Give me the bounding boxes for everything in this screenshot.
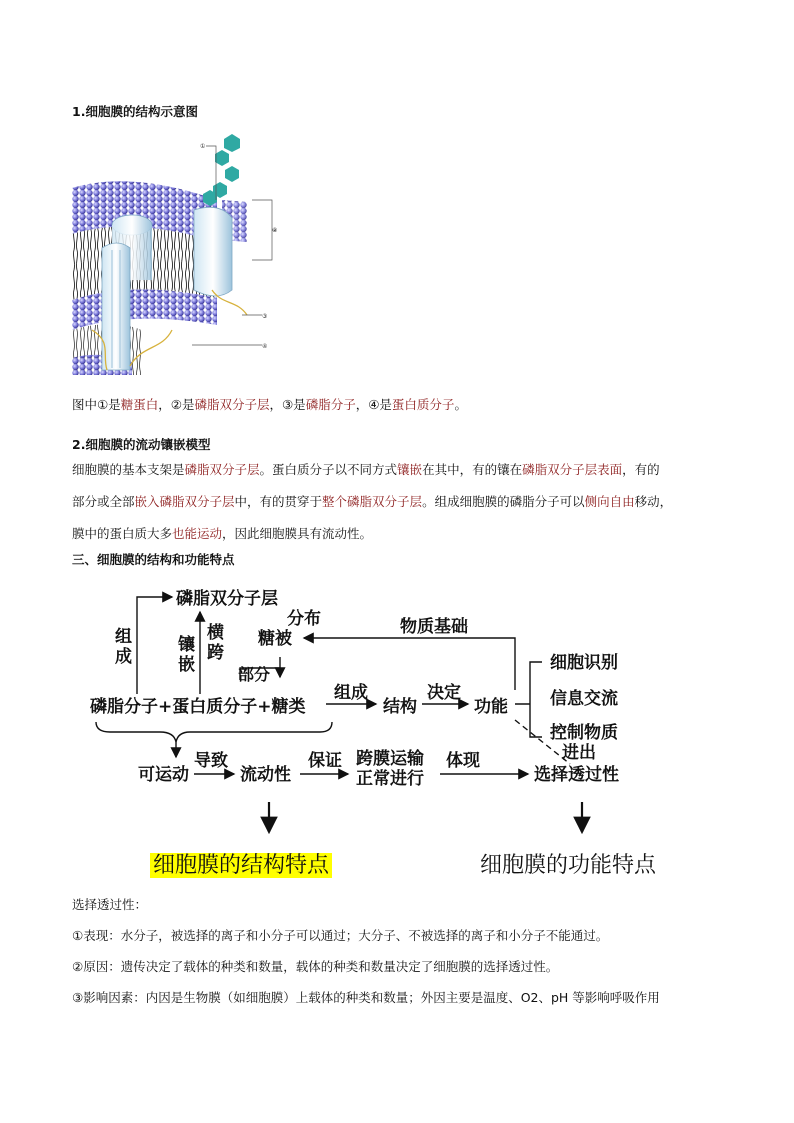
label-compose-2: 成 (115, 647, 132, 667)
highlight-term: 磷脂分子 (305, 397, 356, 412)
highlight-term: 磷脂双分子层表面 (522, 462, 623, 477)
marker-2: ② (272, 227, 278, 234)
structure-feature: 细胞膜的结构特点 (150, 848, 332, 879)
highlight-term: 磷脂双分子层 (194, 397, 270, 412)
label-compose-arrow: 组成 (334, 683, 368, 703)
text-run: 膜中的蛋白质大多 (72, 526, 173, 541)
label-part: 部分 (238, 665, 271, 684)
highlight-term: 整个磷脂双分子层 (322, 494, 423, 509)
label-reflect: 体现 (446, 751, 480, 771)
node-structure: 结构 (383, 697, 417, 717)
label-lead-to: 导致 (194, 751, 228, 771)
model-line-2 (72, 494, 672, 510)
text-run: 。蛋白质分子以不同方式 (259, 462, 398, 477)
model-line-1 (72, 462, 660, 478)
section3-heading: 三、细胞膜的结构和功能特点 (72, 552, 235, 567)
text-run: 。组成细胞膜的磷脂分子可以 (422, 494, 585, 509)
text-run: 在其中，有的镶在 (422, 462, 523, 477)
marker-1: ① (200, 143, 206, 150)
highlight-term: 侧向自由 (584, 494, 635, 509)
highlight-term: 磷脂双分子层 (184, 462, 260, 477)
highlight-term: 镶嵌 (397, 462, 423, 477)
highlight-term: 糖蛋白 (120, 397, 159, 412)
label-span-1: 横 (207, 623, 224, 643)
func-item-communication: 信息交流 (550, 689, 618, 709)
func-item-control-2: 进出 (562, 743, 596, 763)
figure-caption (72, 397, 467, 413)
text-run: 图中①是 (72, 397, 121, 412)
highlight-term: 也能运动 (172, 526, 223, 541)
node-glycocalyx: 糖被 (258, 629, 292, 649)
function-feature: 细胞膜的功能特点 (480, 853, 657, 878)
text-run: ，②是 (158, 397, 195, 412)
node-selective-permeability: 选择透过性 (534, 765, 619, 785)
text-run: ，因此细胞膜具有流动性。 (222, 526, 373, 541)
structure-function-diagram (90, 582, 650, 880)
text-run: 部分或全部 (72, 494, 135, 509)
node-fluidity: 流动性 (240, 765, 291, 785)
highlight-term: 蛋白质分子 (391, 397, 455, 412)
section2-heading: 2.细胞膜的流动镶嵌模型 (72, 437, 211, 452)
highlight-term: 嵌入磷脂双分子层 (134, 494, 235, 509)
permeability-item-1: ①表现：水分子，被选择的离子和小分子可以通过；大分子、不被选择的离子和小分子不能通过。 (72, 928, 609, 943)
node-movable: 可运动 (138, 765, 189, 785)
label-guarantee: 保证 (308, 751, 342, 771)
text-run: ，③是 (269, 397, 306, 412)
label-embed-2: 嵌 (178, 655, 195, 675)
text-run: ，有的 (622, 462, 660, 477)
node-phospholipid-bilayer: 磷脂双分子层 (176, 589, 278, 609)
text-run: 细胞膜的基本支架是 (72, 462, 185, 477)
text-run: ，④是 (355, 397, 392, 412)
text-run: 移动， (634, 494, 673, 509)
permeability-item-3: ③影响因素：内因是生物膜（如细胞膜）上载体的种类和数量；外因主要是温度、O2、pH 等影响呼吸作用 (72, 990, 660, 1005)
func-item-control: 控制物质 (550, 723, 618, 743)
model-line-3 (72, 526, 372, 542)
label-material-basis: 物质基础 (400, 617, 468, 637)
label-determine: 决定 (427, 683, 461, 703)
text-run: 中，有的贯穿于 (234, 494, 323, 509)
section1-heading: 1.细胞膜的结构示意图 (72, 104, 198, 119)
node-transport-1: 跨膜运输 (356, 749, 424, 769)
marker-4: ④ (262, 343, 268, 350)
membrane-structure-figure (72, 130, 278, 375)
node-components: 磷脂分子+蛋白质分子+糖类 (90, 697, 306, 717)
func-item-recognition: 细胞识别 (550, 653, 618, 673)
label-embed-1: 镶 (178, 635, 195, 655)
node-transport-2: 正常进行 (356, 769, 424, 789)
permeability-title: 选择透过性： (72, 897, 148, 912)
node-function: 功能 (474, 697, 508, 717)
label-distribute: 分布 (287, 609, 321, 629)
text-run: 。 (454, 397, 467, 412)
label-compose-1: 组 (115, 627, 132, 647)
membrane-illustration (72, 130, 278, 375)
permeability-item-2: ②原因：遗传决定了载体的种类和数量，载体的种类和数量决定了细胞膜的选择透过性。 (72, 959, 559, 974)
label-span-2: 跨 (207, 643, 224, 663)
marker-3: ③ (262, 313, 268, 320)
